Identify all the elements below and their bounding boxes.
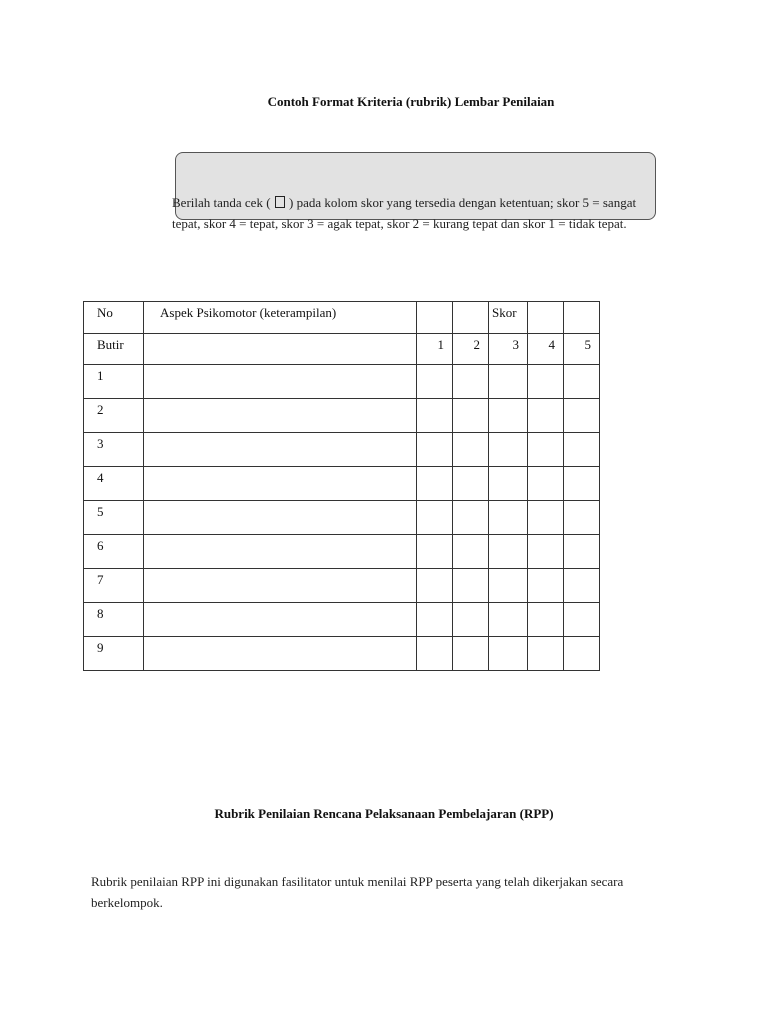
aspek-cell [144, 399, 417, 433]
document-title: Contoh Format Kriteria (rubrik) Lembar Penilaian [267, 94, 555, 109]
rubric-title: Rubrik Penilaian Rencana Pelaksanaan Pembelajaran (RPP) [214, 806, 554, 821]
row-number: 2 [84, 399, 144, 433]
score-cell[interactable] [417, 365, 453, 399]
score-cell[interactable] [453, 467, 489, 501]
score-cell[interactable] [528, 399, 564, 433]
score-cell[interactable] [564, 637, 600, 671]
header-no: No [84, 302, 144, 334]
instruction-after: ) pada kolom skor yang tersedia dengan ketentuan; skor 5 = sangat tepat, skor 4 = tepat, skor 3 = agak tepat, skor 2 = kurang tepat dan skor 1 = tidak tepat. [172, 195, 637, 231]
instruction-text [172, 192, 658, 234]
score-cell[interactable] [453, 603, 489, 637]
score-cell[interactable] [417, 399, 453, 433]
aspek-cell [144, 603, 417, 637]
score-cell[interactable] [453, 501, 489, 535]
score-cell[interactable] [564, 569, 600, 603]
header-skor: Skor [489, 302, 528, 334]
score-cell[interactable] [564, 535, 600, 569]
score-cell[interactable] [417, 501, 453, 535]
row-number: 1 [84, 365, 144, 399]
rubric-description: Rubrik penilaian RPP ini digunakan fasilitator untuk menilai RPP peserta yang telah dikerjakan secara berkelompok. [91, 874, 624, 910]
header-aspek: Aspek Psikomotor (keterampilan) [144, 302, 417, 334]
score-cell[interactable] [489, 603, 528, 637]
aspek-cell [144, 637, 417, 671]
score-cell[interactable] [528, 603, 564, 637]
score-cell[interactable] [564, 501, 600, 535]
table-row [84, 365, 600, 399]
row-number: 5 [84, 501, 144, 535]
score-cell[interactable] [453, 637, 489, 671]
table-row [84, 535, 600, 569]
score-header: 4 [528, 334, 564, 365]
table-row [84, 501, 600, 535]
score-cell[interactable] [528, 365, 564, 399]
score-cell[interactable] [453, 433, 489, 467]
score-header: 3 [489, 334, 528, 365]
row-number: 7 [84, 569, 144, 603]
score-cell[interactable] [489, 569, 528, 603]
score-cell[interactable] [564, 399, 600, 433]
score-cell[interactable] [453, 569, 489, 603]
score-header: 1 [417, 334, 453, 365]
score-cell[interactable] [417, 637, 453, 671]
score-cell[interactable] [417, 433, 453, 467]
score-cell[interactable] [528, 637, 564, 671]
table-row [84, 603, 600, 637]
score-cell[interactable] [489, 637, 528, 671]
row-number: 4 [84, 467, 144, 501]
score-header: 2 [453, 334, 489, 365]
score-cell[interactable] [489, 399, 528, 433]
score-cell[interactable] [453, 399, 489, 433]
row-number: 6 [84, 535, 144, 569]
row-number: 3 [84, 433, 144, 467]
aspek-cell [144, 365, 417, 399]
aspek-cell [144, 501, 417, 535]
score-cell[interactable] [417, 535, 453, 569]
score-cell[interactable] [489, 433, 528, 467]
score-cell[interactable] [528, 569, 564, 603]
item-rows [84, 365, 600, 671]
score-cell[interactable] [417, 467, 453, 501]
score-cell[interactable] [489, 467, 528, 501]
score-cell[interactable] [564, 467, 600, 501]
table-row [84, 399, 600, 433]
score-cell[interactable] [489, 365, 528, 399]
table-row [84, 569, 600, 603]
score-cell[interactable] [528, 535, 564, 569]
score-cell[interactable] [528, 467, 564, 501]
score-cell[interactable] [453, 535, 489, 569]
table-row [84, 433, 600, 467]
row-number: 9 [84, 637, 144, 671]
header-butir: Butir [84, 334, 144, 365]
aspek-cell [144, 535, 417, 569]
score-cell[interactable] [564, 433, 600, 467]
aspek-cell [144, 467, 417, 501]
aspek-cell [144, 569, 417, 603]
table-row [84, 637, 600, 671]
score-cell[interactable] [453, 365, 489, 399]
checkbox-icon [275, 196, 285, 208]
score-cell[interactable] [417, 603, 453, 637]
score-header: 5 [564, 334, 600, 365]
score-cell[interactable] [489, 535, 528, 569]
aspek-blank-cell [144, 334, 417, 365]
score-cell[interactable] [489, 501, 528, 535]
table-row [84, 467, 600, 501]
score-cell[interactable] [528, 501, 564, 535]
aspek-cell [144, 433, 417, 467]
assessment-table [83, 301, 600, 671]
score-cell[interactable] [528, 433, 564, 467]
score-cell[interactable] [564, 365, 600, 399]
instruction-before: Berilah tanda cek ( [172, 195, 271, 210]
score-cell[interactable] [564, 603, 600, 637]
score-cell[interactable] [417, 569, 453, 603]
row-number: 8 [84, 603, 144, 637]
